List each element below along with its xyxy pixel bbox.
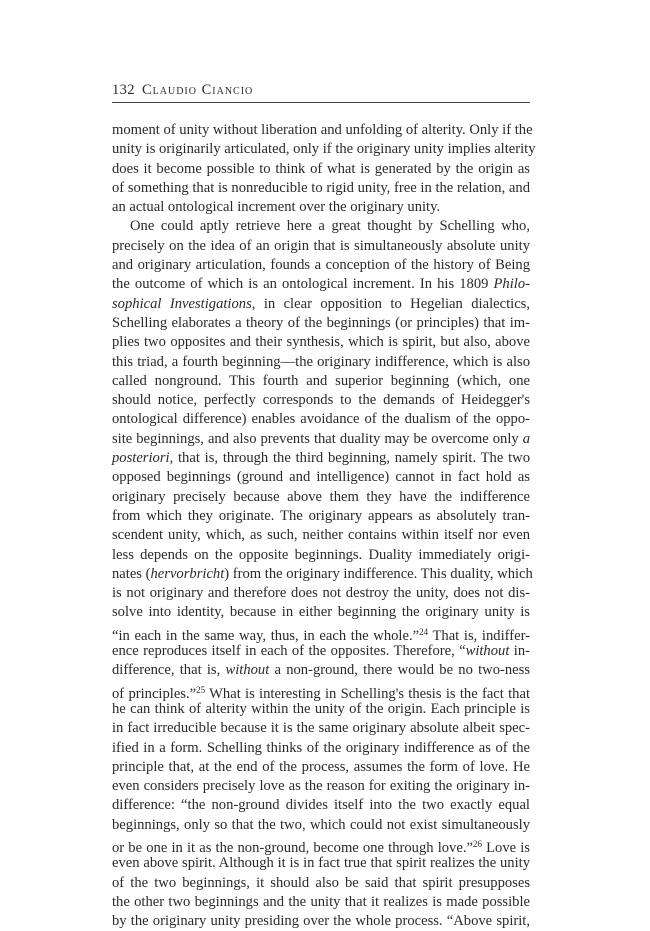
running-head-author: Claudio Ciancio: [141, 82, 254, 98]
text-line: ontological difference) enables avoidance of the dualism of the oppo-: [112, 411, 530, 428]
text-line: called nonground. This fourth and superior beginning (which, one: [112, 372, 530, 389]
running-head: [112, 80, 530, 100]
text-line: posteriori, that is, through the third beginning, namely spirit. The two: [112, 450, 530, 467]
text-line: difference, that is, without a non-ground, there would be no two-ness: [112, 662, 531, 679]
text-line: even above spirit. Although it is in fact true that spirit realizes the unity: [112, 855, 530, 872]
text-line: precisely on the idea of an origin that is simultaneously absolute unity: [112, 237, 530, 254]
text-line: One could aptly retrieve here a great thought by Schelling who,: [130, 218, 530, 235]
text-line: should notice, perfectly corresponds to the demands of Heidegger's: [112, 392, 530, 409]
page-number: 132: [112, 82, 135, 98]
header-rule: [112, 102, 530, 103]
body-text: [112, 121, 536, 931]
text-line: ence reproduces itself in each of the opposites. Therefore, “without in-: [112, 643, 530, 660]
text-line: of principles.”$^{25}$ What is interesting in Schelling's thesis is the fact that: [112, 684, 530, 702]
text-line: an actual ontological increment over the originary unity.: [112, 199, 441, 216]
text-line: opposed beginnings (ground and intelligence) cannot in fact hold as: [112, 469, 530, 486]
text-line: in fact irreducible because it is the same originary absolute albeit spec-: [112, 720, 530, 737]
text-line: Schelling elaborates a theory of the beginnings (or principles) that im-: [112, 314, 530, 331]
text-line: unity is originarily articulated, only if the originary unity implies alterity: [112, 141, 536, 158]
text-line: sophical Investigations, in clear opposition to Hegelian dialectics,: [112, 295, 530, 312]
text-line: this triad, a fourth beginning—the originary indifference, which is also: [112, 353, 530, 370]
text-line: he can think of alterity within the unity of the origin. Each principle is: [112, 700, 530, 717]
text-line: does it become possible to think of what is generated by the origin as: [112, 160, 530, 177]
text-line: principle that, at the end of the process, assumes the form of love. He: [112, 758, 530, 775]
text-line: originary precisely because above them they have the indifference: [112, 488, 530, 505]
text-line: of the two beginnings, it should also be said that spirit presupposes: [112, 874, 530, 891]
text-line: nates (hervorbricht) from the originary indifference. This duality, which: [112, 565, 533, 582]
text-line: moment of unity without liberation and unfolding of alterity. Only if the: [112, 122, 533, 138]
text-line: less depends on the opposite beginnings. Duality immediately origi-: [112, 546, 530, 563]
text-line: by the originary unity presiding over the whole process. “Above spirit,: [112, 913, 530, 930]
text-line: beginnings, only so that the two, which could not exist simultaneously: [112, 816, 530, 833]
text-line: plies two opposites and their synthesis, which is spirit, but also, above: [112, 334, 530, 351]
text-line: difference: “the non-ground divides itself into the two exactly equal: [112, 797, 530, 814]
text-line: ified in a form. Schelling thinks of the originary indifference as of the: [112, 739, 530, 756]
text-line: is not originary and therefore does not destroy the unity, does not dis-: [112, 585, 530, 602]
text-line: solve into identity, because in either beginning the originary unity is: [112, 604, 530, 621]
text-line: of something that is nonreducible to rigid unity, free in the relation, and: [112, 179, 530, 196]
text-line: from which they originate. The originary appears as absolutely tran-: [112, 507, 530, 524]
text-line: the outcome of which is an ontological increment. In his 1809 Philo-: [112, 276, 530, 293]
text-line: even considers precisely love as the reason for exiting the originary in-: [112, 778, 530, 795]
text-line: or be one in it as the non-ground, become one through love.”$^{26}$ Love is: [112, 838, 530, 856]
text-line: “in each in the same way, thus, in each the whole.”$^{24}$ That is, indiffer-: [112, 626, 530, 644]
text-line: and originary articulation, founds a conception of the history of Being: [112, 257, 530, 274]
text-line: scendent unity, which, as such, neither contains within itself nor even: [112, 527, 530, 544]
text-line: site beginnings, and also prevents that duality may be overcome only a: [112, 430, 530, 447]
text-line: the other two beginnings and the unity that it realizes is made possible: [112, 893, 530, 910]
